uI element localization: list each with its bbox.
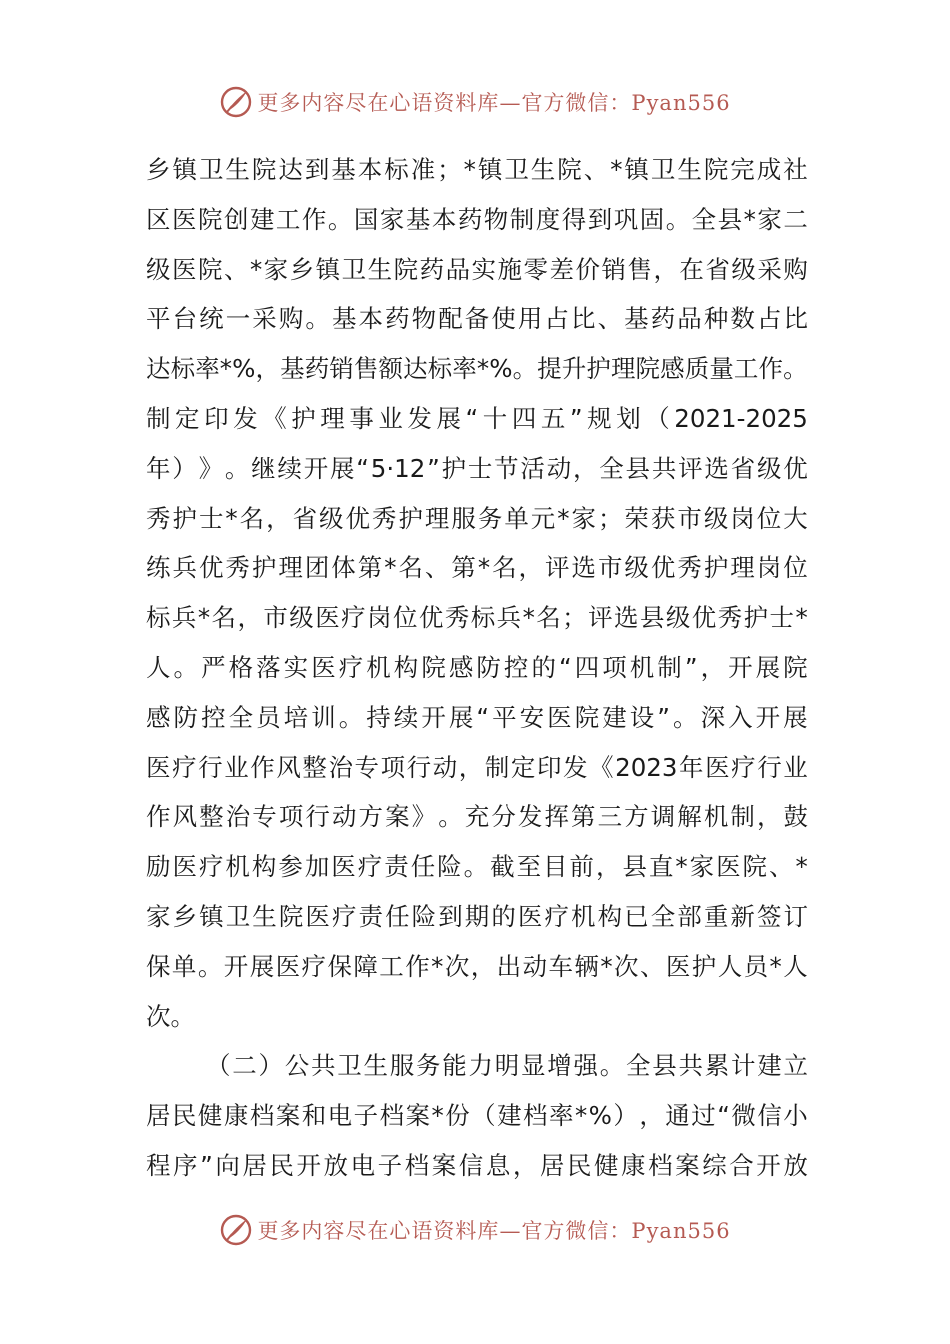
text-line: 程 序 ” 向 居 民 开 放 电 子 档 案 信 息 ， 居 民 健 康 档 案 综 合 开 放 [146,1150,808,1180]
text-line: 次。 [146,1001,195,1031]
watermark-text: 更多内容尽在心语资料库—官方微信：Pyan556 [257,91,731,115]
text-line: 达 标 率 * % ， 基 药 销 售 额 达 标 率 * % 。 提 升 护 理 院 感 质 量 工 作 。 [146,354,808,384]
text-line: 家 乡 镇 卫 生 院 医 疗 责 任 险 到 期 的 医 疗 机 构 已 全 部 重 新 签 订 [146,901,808,931]
text-line: 医 疗 行 业 作 风 整 治 专 项 行 动 ， 制 定 印 发 《 2023 年 医 疗 行 业 [146,752,808,782]
paragraph [146,1041,808,1190]
text-line: 感 防 控 全 员 培 训 。 持 续 开 展 “ 平 安 医 院 建 设 ” 。 深 入 开 展 [146,702,808,732]
text-line: 作 风 整 治 专 项 行 动 方 案 》 。 充 分 发 挥 第 三 方 调 解 机 制 ， 鼓 [146,802,808,832]
text-line: 级 医 院 、 * 家 乡 镇 卫 生 院 药 品 实 施 零 差 价 销 售 ， 在 省 级 采 购 [146,254,808,284]
text-line: 人 。 严 格 落 实 医 疗 机 构 院 感 防 控 的 “ 四 项 机 制 ” ， 开 展 院 [146,652,808,682]
text-line: （ 二 ） 公 共 卫 生 服 务 能 力 明 显 增 强 。 全 县 共 累 计 建 立 [206,1051,808,1081]
text-line: 区 医 院 创 建 工 作 。 国 家 基 本 药 物 制 度 得 到 巩 固 。 全 县 * 家 二 [146,204,808,234]
text-line: 制 定 印 发 《 护 理 事 业 发 展 “ 十 四 五 ” 规 划 （ 2021-2025 [146,403,808,433]
quill-logo-icon [219,85,253,119]
text-line: 标 兵 * 名 ， 市 级 医 疗 岗 位 优 秀 标 兵 * 名 ； 评 选 县 级 优 秀 护 士 * [146,603,808,633]
header-watermark-banner [0,80,950,124]
text-line: 秀 护 士 * 名 ， 省 级 优 秀 护 理 服 务 单 元 * 家 ； 荣 获 市 级 岗 位 大 [146,503,808,533]
quill-logo-icon [219,1213,253,1247]
document-body [146,145,808,1191]
text-line: 练 兵 优 秀 护 理 团 体 第 * 名 、 第 * 名 ， 评 选 市 级 优 秀 护 理 岗 位 [146,553,808,583]
text-line: 居 民 健 康 档 案 和 电 子 档 案 * 份 （ 建 档 率 * % ） ， 通 过 “ 微 信 小 [146,1101,808,1131]
text-line: 年 ） 》 。 继 续 开 展 “ 5·12 ” 护 士 节 活 动 ， 全 县 共 评 选 省 级 优 [146,453,808,483]
text-line: 乡 镇 卫 生 院 达 到 基 本 标 准 ； * 镇 卫 生 院 、 * 镇 卫 生 院 完 成 社 [146,155,808,184]
text-line: 平 台 统 一 采 购 。 基 本 药 物 配 备 使 用 占 比 、 基 药 品 种 数 占 比 [146,304,808,334]
text-line: 保 单 。 开 展 医 疗 保 障 工 作 * 次 ， 出 动 车 辆 * 次 、 医 护 人 员 * 人 [146,951,808,981]
paragraph [146,145,808,1041]
watermark-text: 更多内容尽在心语资料库—官方微信：Pyan556 [257,1219,731,1243]
text-line: 励 医 疗 机 构 参 加 医 疗 责 任 险 。 截 至 目 前 ， 县 直 * 家 医 院 、 * [146,852,808,882]
footer-watermark-banner [0,1208,950,1252]
